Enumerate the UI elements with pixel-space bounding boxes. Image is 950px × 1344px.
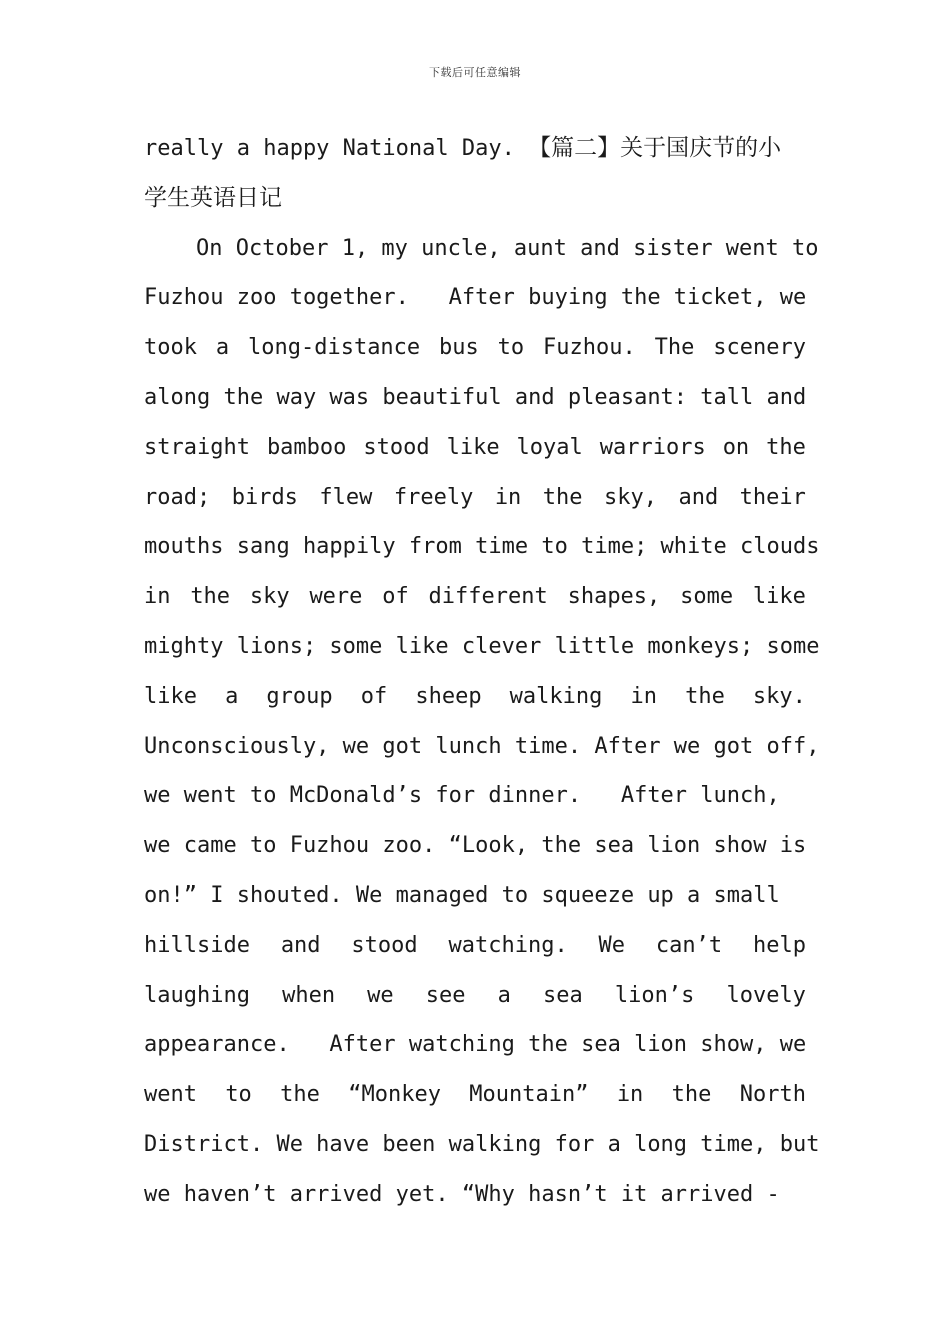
body-text [144, 124, 820, 1220]
text-line: appearance. After watching the sea lion show, we [144, 1032, 807, 1058]
text-line: along the way was beautiful and pleasant: tall and [144, 384, 807, 410]
text-line: 学生英语日记 [144, 184, 282, 211]
text-line: we haven’t arrived yet. “Why hasn’t it arrived - [144, 1181, 780, 1207]
text-line: road; birds flew freely in the sky, and their [144, 484, 806, 510]
text-line: took a long-distance bus to Fuzhou. The scenery [144, 335, 806, 361]
text-line: laughing when we see a sea lion’s lovely [144, 982, 806, 1008]
header-note: 下载后可任意编辑 [429, 66, 521, 79]
text-line: on!” I shouted. We managed to squeeze up a small [144, 882, 780, 908]
text-line: went to the “Monkey Mountain” in the North [144, 1082, 806, 1108]
text-line: Fuzhou zoo together. After buying the ticket, we [144, 285, 807, 311]
text-line: District. We have been walking for a long time, but [144, 1131, 820, 1157]
text-line: in the sky were of different shapes, some like [144, 584, 806, 610]
text-line: mouths sang happily from time to time; white clouds [144, 534, 820, 560]
text-line: Unconsciously, we got lunch time. After we got off, [144, 733, 820, 759]
text-line: like a group of sheep walking in the sky. [144, 683, 806, 709]
text-line: we went to McDonald’s for dinner. After lunch, [144, 783, 780, 809]
text-line: hillside and stood watching. We can’t help [144, 932, 806, 958]
text-line: straight bamboo stood like loyal warriors on the [144, 434, 806, 460]
text-line: mighty lions; some like clever little monkeys; some [144, 633, 820, 659]
text-line: On October 1, my uncle, aunt and sister went to [196, 235, 819, 261]
text-line: really a happy National Day. 【篇二】关于国庆节的小 [144, 135, 782, 161]
text-line: we came to Fuzhou zoo. “Look, the sea lion show is [144, 833, 807, 859]
